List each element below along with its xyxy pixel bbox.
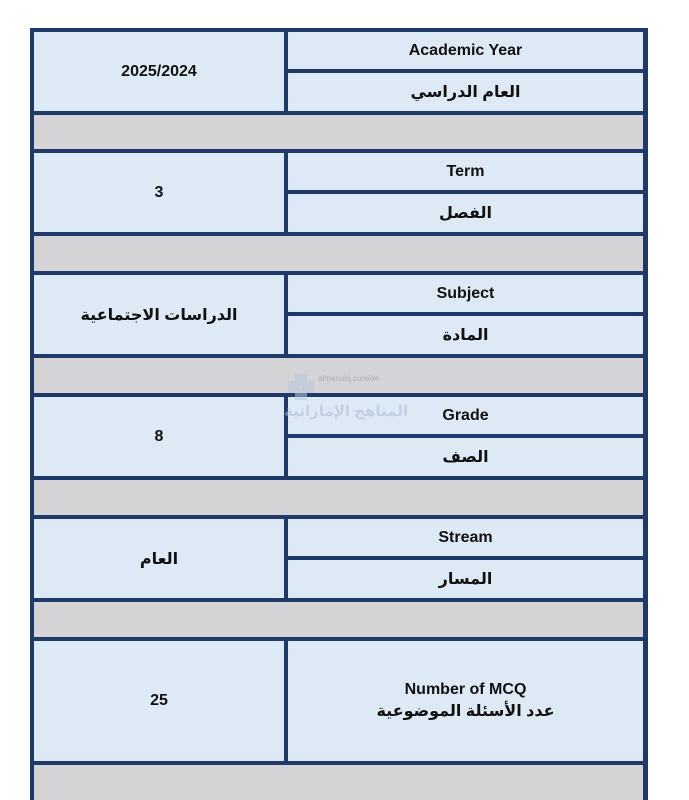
separator-row xyxy=(34,480,643,515)
watermark-url: almanahj.com/ae xyxy=(318,374,379,383)
mcq-label xyxy=(288,641,643,761)
separator-row xyxy=(34,236,643,271)
subject-label-en: Subject xyxy=(288,275,643,312)
subject-value: الدراسات الاجتماعية xyxy=(34,275,284,354)
term-label-en: Term xyxy=(288,153,643,190)
mcq-label-ar: عدد الأسئلة الموضوعية xyxy=(376,703,555,720)
separator-row xyxy=(34,602,643,637)
separator-row xyxy=(34,765,643,800)
mcq-label-en: Number of MCQ xyxy=(404,681,527,698)
grade-value: 8 xyxy=(34,397,284,476)
stream-value: العام xyxy=(34,519,284,598)
info-table xyxy=(30,28,648,800)
subject-label-ar: المادة xyxy=(288,316,643,354)
separator-row xyxy=(34,358,643,393)
academic-year-value: 2025/2024 xyxy=(34,32,284,111)
mcq-count-value: 25 xyxy=(34,641,284,761)
watermark-brand: المناهج الإماراتية xyxy=(284,403,408,420)
term-value: 3 xyxy=(34,153,284,232)
stream-label-en: Stream xyxy=(288,519,643,556)
term-label-ar: الفصل xyxy=(288,194,643,232)
stream-label-ar: المسار xyxy=(288,560,643,598)
academic-year-label-ar: العام الدراسي xyxy=(288,73,643,111)
grade-label-ar: الصف xyxy=(288,438,643,476)
separator-row xyxy=(34,115,643,149)
academic-year-label-en: Academic Year xyxy=(288,32,643,69)
grade-label-en: Grade xyxy=(288,397,643,434)
